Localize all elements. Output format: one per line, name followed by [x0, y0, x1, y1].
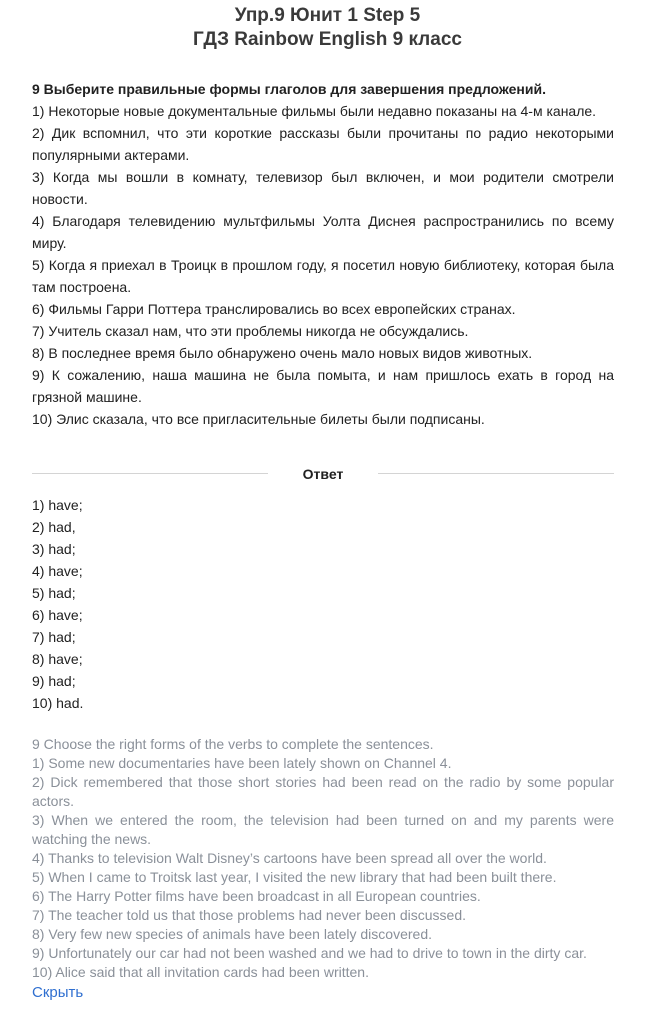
task-sentence: 5) Когда я приехал в Троицк в прошлом году, я посетил новую библиотеку, которая была там построена. [32, 257, 614, 295]
task-sentence: 7) Учитель сказал нам, что эти проблемы никогда не обсуждались. [32, 323, 469, 339]
translation-sentence: 5) When I came to Troitsk last year, I visited the new library that had been built there. [32, 869, 557, 885]
title-line-2: ГДЗ Rainbow English 9 класс [193, 29, 462, 50]
translation-sentence: 8) Very few new species of animals have been lately discovered. [32, 926, 432, 942]
answer-divider [32, 464, 614, 484]
task-sentence: 3) Когда мы вошли в комнату, телевизор был включен, и мои родители смотрели новости. [32, 169, 614, 207]
translation-sentence: 1) Some new documentaries have been lately shown on Channel 4. [32, 755, 452, 771]
translation-sentence: 3) When we entered the room, the television had been turned on and my parents were watching the news. [32, 812, 614, 847]
answer-list [32, 494, 332, 714]
answer-item: 8) have; [32, 651, 83, 667]
task-sentence: 1) Некоторые новые документальные фильмы были недавно показаны на 4-м канале. [32, 103, 597, 119]
divider-line-right [378, 473, 614, 474]
answer-item: 4) have; [32, 563, 83, 579]
task-sentence: 4) Благодаря телевидению мультфильмы Уолта Диснея распространились по всему миру. [32, 213, 614, 251]
answer-item: 1) have; [32, 497, 83, 513]
translation-sentence: 6) The Harry Potter films have been broadcast in all European countries. [32, 888, 481, 904]
translation-sentence: 7) The teacher told us that those problems had never been discussed. [32, 907, 467, 923]
translation-heading: 9 Choose the right forms of the verbs to complete the sentences. [32, 736, 434, 752]
title-line-1: Упр.9 Юнит 1 Step 5 [234, 5, 421, 26]
page [0, 4, 655, 1014]
answer-item: 7) had; [32, 629, 76, 645]
answer-item: 10) had. [32, 695, 84, 711]
translation-sentence: 9) Unfortunately our car had not been washed and we had to drive to town in the dirty car. [32, 945, 587, 961]
task-sentence: 10) Элис сказала, что все пригласительные билеты были подписаны. [32, 411, 485, 427]
translation-sentence: 4) Thanks to television Walt Disney’s cartoons have been spread all over the world. [32, 850, 547, 866]
translation-sentence: 2) Dick remembered that those short stories had been read on the radio by some popular actors. [32, 774, 614, 809]
hide-translation-link[interactable]: Скрыть [32, 984, 84, 1001]
translation-block [32, 735, 614, 982]
task-block [32, 78, 614, 430]
answer-item: 3) had; [32, 541, 76, 557]
answer-item: 5) had; [32, 585, 76, 601]
page-title [0, 4, 655, 52]
answer-item: 9) had; [32, 673, 76, 689]
task-sentence: 8) В последнее время было обнаружено очень мало новых видов животных. [32, 345, 533, 361]
task-sentence: 9) К сожалению, наша машина не была помыта, и нам пришлось ехать в город на грязной машине. [32, 367, 614, 405]
task-heading: 9 Выберите правильные формы глаголов для завершения предложений. [32, 81, 546, 97]
translation-sentence: 10) Alice said that all invitation cards had been written. [32, 964, 369, 980]
task-sentence: 2) Дик вспомнил, что эти короткие рассказы были прочитаны по радио некоторыми популярными актерами. [32, 125, 614, 163]
answer-item: 2) had, [32, 519, 76, 535]
answer-item: 6) have; [32, 607, 83, 623]
task-sentence: 6) Фильмы Гарри Поттера транслировались во всех европейских странах. [32, 301, 516, 317]
answer-label: Ответ [302, 466, 344, 482]
